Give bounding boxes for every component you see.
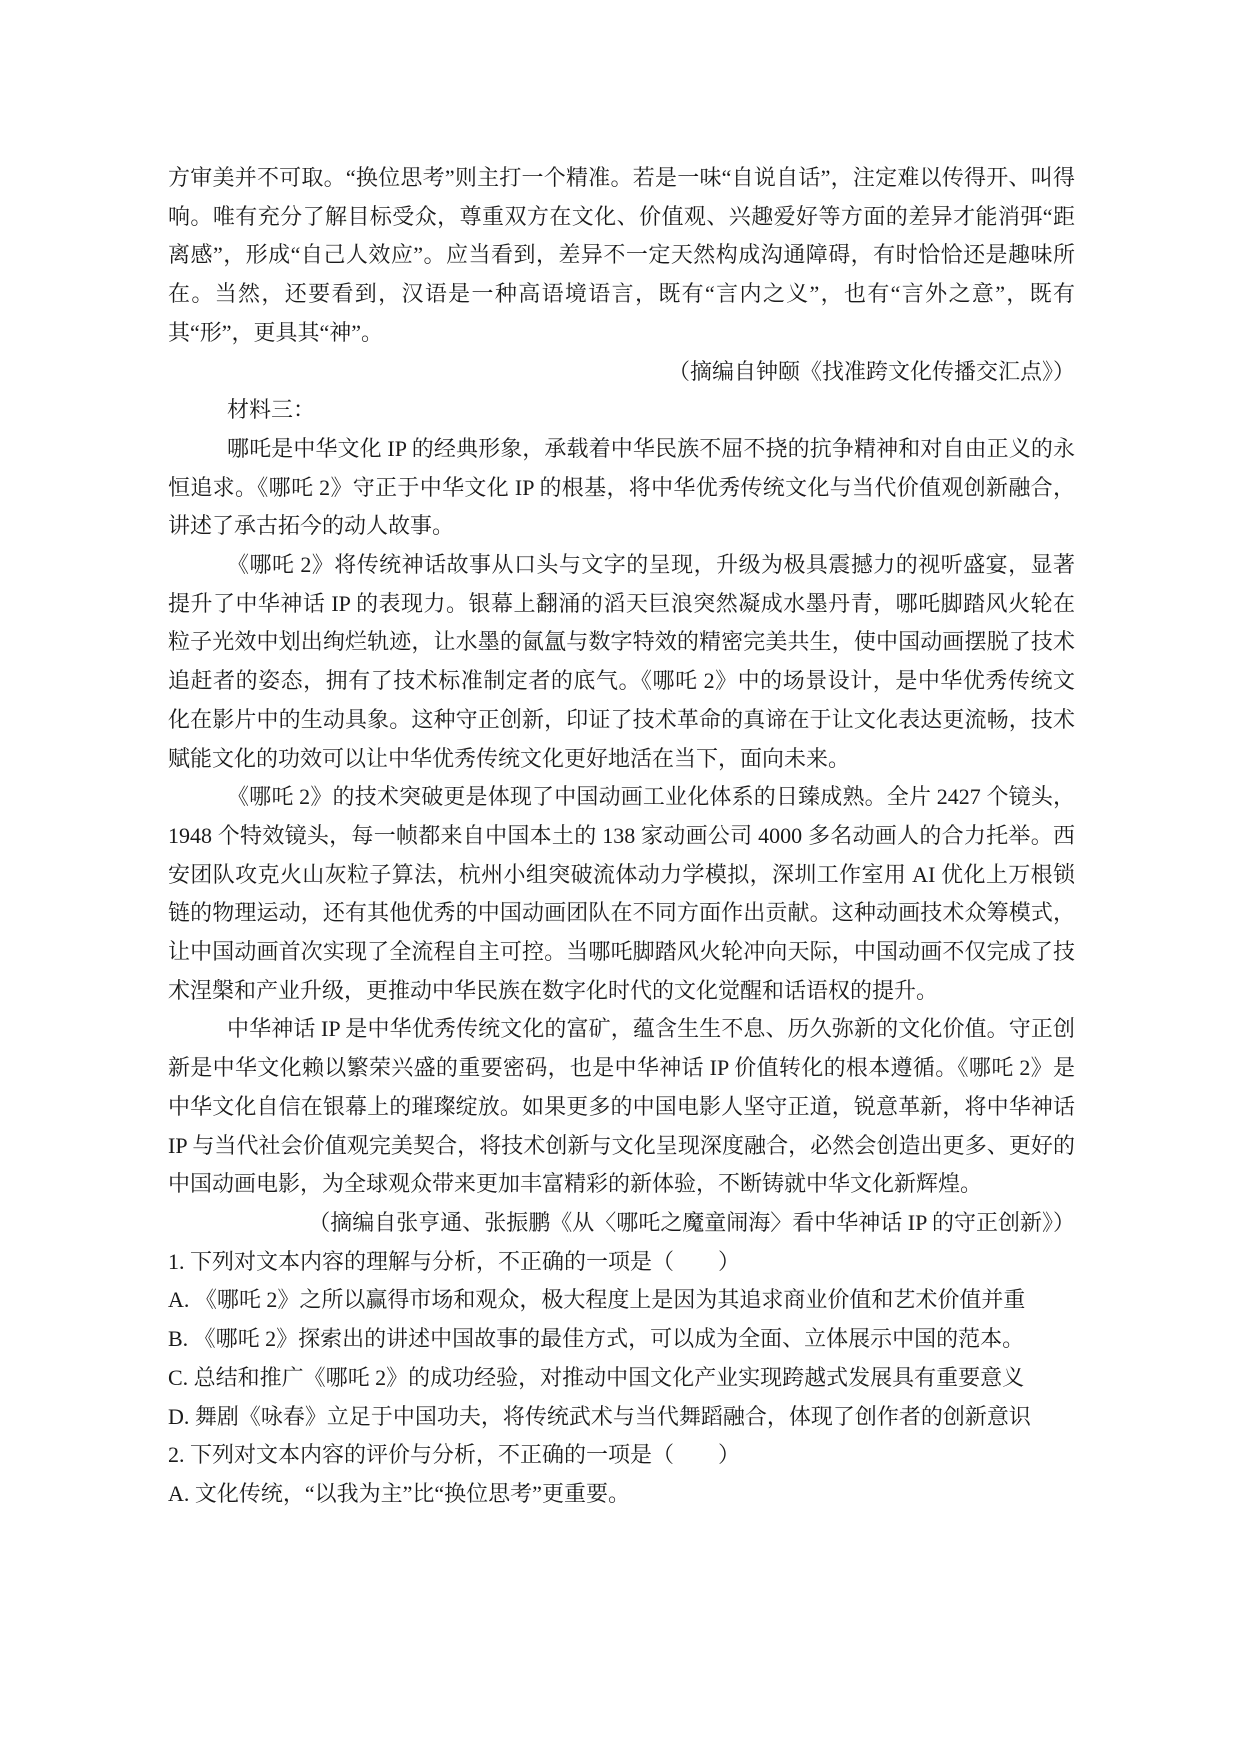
material-three-paragraph-2: 《哪吒 2》将传统神话故事从口头与文字的呈现，升级为极具震撼力的视听盛宴，显著提升了中华神话 IP 的表现力。银幕上翻涌的滔天巨浪突然凝成水墨丹青，哪吒脚踏风火轮在粒子光效中划出绚烂轨迹，让水墨的氤氲与数字特效的精密完美共生，使中国动画摆脱了技术追赶者的姿态，拥有了技术标准制定者的底气。《哪吒 2》中的场景设计，是中华优秀传统文化在影片中的生动具象。这种守正创新，印证了技术革命的真谛在于让文化表达更流畅，技术赋能文化的功效可以让中华优秀传统文化更好地活在当下，面向未来。 (168, 552, 1075, 771)
citation-material-three: （摘编自张亨通、张振鹏《从〈哪吒之魔童闹海〉看中华神话 IP 的守正创新》） (308, 1209, 1075, 1235)
paragraph-material-two-continuation: 方审美并不可取。“换位思考”则主打一个精准。若是一味“自说自话”，注定难以传得开、叫得响。唯有充分了解目标受众，尊重双方在文化、价值观、兴趣爱好等方面的差异才能消弭“距离感”，形成“自己人效应”。应当看到，差异不一定天然构成沟通障碍，有时恰恰还是趣味所在。当然，还要看到，汉语是一种高语境语言，既有“言内之义”，也有“言外之意”，既有其“形”，更具其“神”。 (168, 165, 1075, 345)
question-1-option-c: C. 总结和推广《哪吒 2》的成功经验，对推动中国文化产业实现跨越式发展具有重要意义 (168, 1364, 1025, 1390)
question-2-option-a: A. 文化传统，“以我为主”比“换位思考”更重要。 (168, 1480, 630, 1506)
material-three-paragraph-1: 哪吒是中华文化 IP 的经典形象，承载着中华民族不屈不挠的抗争精神和对自由正义的永恒追求。《哪吒 2》守正于中华文化 IP 的根基，将中华优秀传统文化与当代价值观创新融合，讲述了承古拓今的动人故事。 (168, 435, 1075, 539)
question-1-option-d: D. 舞剧《咏春》立足于中国功夫，将传统武术与当代舞蹈融合，体现了创作者的创新意识 (168, 1403, 1031, 1429)
question-1-stem: 1. 下列对文本内容的理解与分析，不正确的一项是（ ） (168, 1248, 741, 1274)
question-1-option-a: A. 《哪吒 2》之所以赢得市场和观众，极大程度上是因为其追求商业价值和艺术价值并重 (168, 1287, 1026, 1313)
material-three-paragraph-4: 中华神话 IP 是中华优秀传统文化的富矿，蕴含生生不息、历久弥新的文化价值。守正创新是中华文化赖以繁荣兴盛的重要密码，也是中华神话 IP 价值转化的根本遵循。《哪吒 2》是中华文化自信在银幕上的璀璨绽放。如果更多的中国电影人坚守正道，锐意革新，将中华神话 IP 与当代社会价值观完美契合，将技术创新与文化呈现深度融合，必然会创造出更多、更好的中国动画电影，为全球观众带来更加丰富精彩的新体验，不断铸就中华文化新辉煌。 (168, 1016, 1075, 1197)
document-body (168, 159, 1075, 1514)
question-1-option-b: B. 《哪吒 2》探索出的讲述中国故事的最佳方式，可以成为全面、立体展示中国的范本。 (168, 1326, 1025, 1352)
material-three-paragraph-3: 《哪吒 2》的技术突破更是体现了中国动画工业化体系的日臻成熟。全片 2427 个镜头，1948 个特效镜头，每一帧都来自中国本土的 138 家动画公司 4000 多名动画人的合力托举。西安团队攻克火山灰粒子算法，杭州小组突破流体动力学模拟，深圳工作室用 AI 优化上万根锁链的物理运动，还有其他优秀的中国动画团队在不同方面作出贡献。这种动画技术众筹模式，让中国动画首次实现了全流程自主可控。当哪吒脚踏风火轮冲向天际，中国动画不仅完成了技术涅槃和产业升级，更推动中华民族在数字化时代的文化觉醒和话语权的提升。 (168, 784, 1075, 1003)
citation-material-two: （摘编自钟颐《找准跨文化传播交汇点》） (667, 358, 1075, 384)
material-three-heading: 材料三： (227, 397, 316, 423)
question-2-stem: 2. 下列对文本内容的评价与分析，不正确的一项是（ ） (168, 1442, 741, 1468)
